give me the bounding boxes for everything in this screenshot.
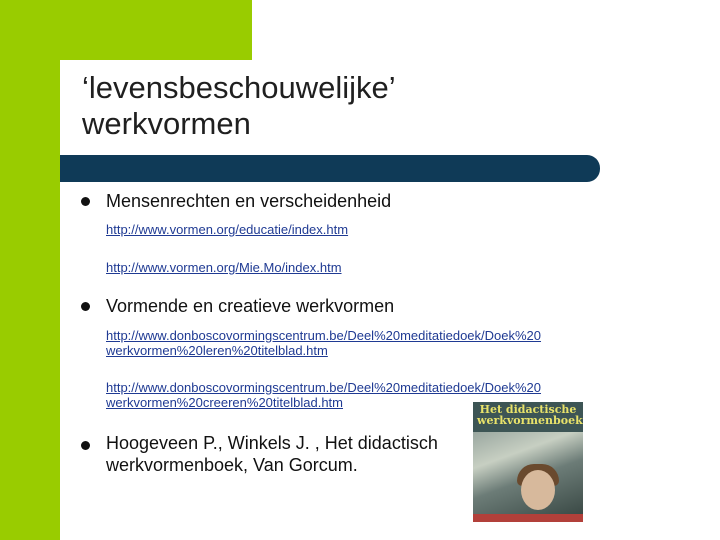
book-cover-strip xyxy=(473,514,583,522)
book-cover-image xyxy=(473,402,583,522)
book-cover-title: Het didactische werkvormenboek xyxy=(477,403,583,427)
book-cover-photo xyxy=(473,432,583,514)
title-line-2: werkvormen xyxy=(82,106,251,141)
list-item-3-label: Hoogeveen P., Winkels J. , Het didactisch werkvormenboek, Van Gorcum. xyxy=(106,433,438,475)
list-item-2-label: Vormende en creatieve werkvormen xyxy=(106,296,395,316)
green-side-band xyxy=(0,0,60,540)
bullet-icon xyxy=(81,302,90,311)
link-vormen-educatie[interactable]: http://www.vormen.org/educatie/index.htm xyxy=(106,222,349,237)
book-photo-face xyxy=(521,470,555,510)
book-cover-header xyxy=(473,402,583,432)
title-underline-bar xyxy=(60,155,600,182)
green-top-band xyxy=(0,0,252,60)
title-line-1: ‘levensbeschouwelijke’ xyxy=(82,70,396,105)
list-item-1-label: Mensenrechten en verscheidenheid xyxy=(106,191,392,211)
link-vormen-miemo[interactable]: http://www.vormen.org/Mie.Mo/index.htm xyxy=(106,260,342,275)
link-donbosco-creeren[interactable]: http://www.donboscovormingscentrum.be/Deel%20meditatiedoek/Doek%20 werkvormen%20creeren%20titelblad.htm xyxy=(106,380,542,410)
slide-title xyxy=(82,70,602,142)
link-donbosco-leren[interactable]: http://www.donboscovormingscentrum.be/Deel%20meditatiedoek/Doek%20 werkvormen%20leren%20titelblad.htm xyxy=(106,328,542,358)
bullet-icon xyxy=(81,197,90,206)
bullet-icon xyxy=(81,441,90,450)
